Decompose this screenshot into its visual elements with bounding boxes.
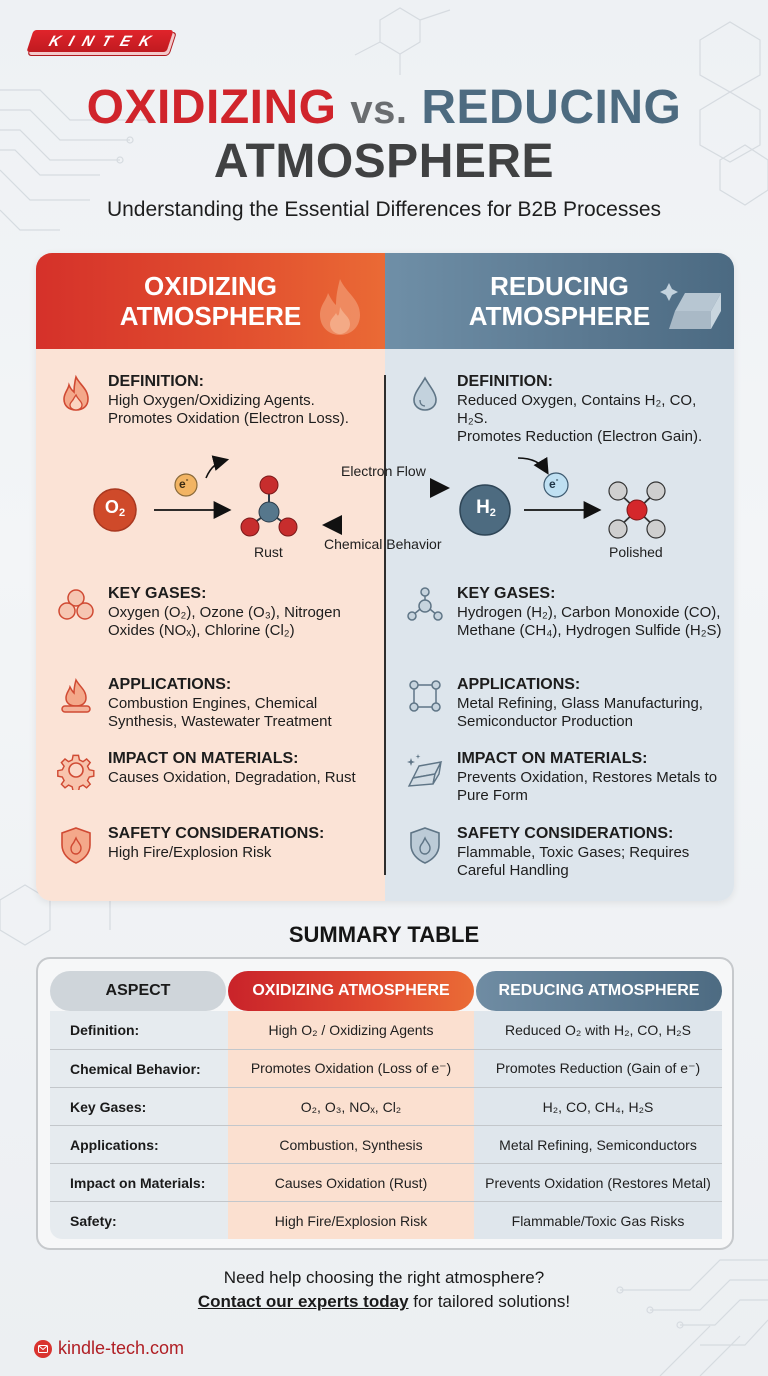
reducing-key-gases	[405, 585, 730, 640]
header-reducing: REDUCING ATMOSPHERE	[476, 971, 722, 1011]
impact-label: IMPACT ON MATERIALS:	[457, 750, 648, 767]
reducing-applications	[405, 676, 730, 731]
electron-badge-reducing: e-	[549, 475, 559, 491]
table-row	[50, 1163, 722, 1201]
chemical-behavior-label: Chemical Behavior	[324, 536, 442, 552]
definition-line: Reduced Oxygen, Contains H₂, CO, H₂S.	[457, 392, 697, 427]
kintek-logo	[26, 30, 173, 52]
summary-table-title: SUMMARY TABLE	[288, 922, 480, 947]
definition-line: Promotes Reduction (Electron Gain).	[457, 428, 703, 445]
website-footer[interactable]	[34, 1338, 184, 1359]
metal-ingot-icon	[655, 275, 725, 335]
safety-text: High Fire/Explosion Risk	[108, 844, 272, 861]
reducing-definition	[405, 373, 730, 446]
row-aspect: Chemical Behavior:	[70, 1060, 201, 1077]
polished-label: Polished	[609, 544, 663, 560]
key-gases-text: Hydrogen (H₂), Carbon Monoxide (CO), Methane (CH₄), Hydrogen Sulfide (H₂S)	[457, 604, 722, 639]
safety-text: Flammable, Toxic Gases; Requires Careful Handling	[457, 844, 690, 879]
row-reducing: Flammable/Toxic Gas Risks	[511, 1212, 685, 1229]
applications-text: Combustion Engines, Chemical Synthesis, Wastewater Treatment	[108, 695, 332, 730]
title-oxidizing: OXIDIZING	[86, 81, 337, 134]
row-reducing: Promotes Reduction (Gain of e⁻)	[495, 1060, 701, 1076]
cta-rest: for tailored solutions!	[408, 1292, 571, 1311]
key-gases-text: Oxygen (O₂), Ozone (O₃), Nitrogen Oxides (NOₓ), Chlorine (Cl₂)	[108, 604, 341, 639]
flame-icon	[56, 373, 96, 413]
impact-label: IMPACT ON MATERIALS:	[108, 750, 299, 767]
table-row	[50, 1201, 722, 1239]
safety-label: SAFETY CONSIDERATIONS:	[457, 825, 674, 842]
ingot-sparkle-icon	[405, 750, 445, 790]
row-oxidizing: High O₂ / Oxidizing Agents	[268, 1022, 434, 1038]
molecule-nodes-icon	[405, 585, 445, 625]
safety-label: SAFETY CONSIDERATIONS:	[108, 825, 325, 842]
definition-label: DEFINITION:	[108, 373, 204, 390]
row-oxidizing: High Fire/Explosion Risk	[274, 1212, 428, 1229]
flame-icon	[312, 277, 368, 337]
title-atmosphere: ATMOSPHERE	[213, 135, 555, 188]
logo-text: KINTEK	[46, 32, 163, 50]
square-nodes-icon	[405, 676, 445, 716]
row-reducing: Reduced O₂ with H₂, CO, H₂S	[505, 1022, 691, 1038]
shield-flame-icon	[405, 825, 445, 865]
h2-label: $H_2$	[476, 497, 496, 519]
gear-flame-icon	[56, 750, 96, 790]
applications-label: APPLICATIONS:	[457, 676, 581, 693]
applications-label: APPLICATIONS:	[108, 676, 232, 693]
row-reducing: H₂, CO, CH₄, H₂S	[542, 1098, 654, 1115]
oxidizing-key-gases	[56, 585, 376, 640]
row-aspect: Applications:	[70, 1136, 159, 1153]
cta-question: Need help choosing the right atmosphere?	[223, 1268, 545, 1287]
o2-label: $O_2$	[104, 497, 126, 519]
table-row	[50, 1087, 722, 1125]
oxidizing-applications	[56, 676, 376, 731]
definition-line: High Oxygen/Oxidizing Agents.	[108, 392, 315, 409]
row-reducing: Metal Refining, Semiconductors	[499, 1136, 697, 1153]
cta-line	[0, 1292, 768, 1312]
row-oxidizing: Combustion, Synthesis	[279, 1136, 423, 1153]
reducing-header	[385, 253, 734, 349]
row-aspect: Key Gases:	[70, 1098, 147, 1115]
oxidizing-definition	[56, 373, 376, 428]
oxidizing-impact	[56, 750, 381, 790]
oxidizing-header	[36, 253, 385, 349]
reducing-column	[385, 253, 734, 901]
reducing-heading-line1: REDUCING	[490, 271, 629, 301]
reducing-heading-line2: ATMOSPHERE	[468, 301, 651, 331]
table-row	[50, 1125, 722, 1163]
definition-label: DEFINITION:	[457, 373, 553, 390]
title-vs: vs.	[350, 88, 408, 132]
reaction-diagram	[36, 440, 734, 570]
campfire-icon	[56, 676, 96, 716]
oxidizing-heading-line1: OXIDIZING	[144, 271, 277, 301]
key-gases-label: KEY GASES:	[457, 585, 556, 602]
row-aspect: Safety:	[70, 1212, 117, 1229]
page-subtitle: Understanding the Essential Differences for B2B Processes	[106, 198, 662, 221]
page-title	[0, 80, 768, 135]
row-reducing: Prevents Oxidation (Restores Metal)	[485, 1174, 711, 1191]
impact-text: Causes Oxidation, Degradation, Rust	[108, 769, 356, 786]
oxidizing-column	[36, 253, 385, 901]
molecule-rings-icon	[56, 585, 96, 625]
website-link[interactable]: kindle-tech.com	[58, 1338, 185, 1358]
row-oxidizing: O₂, O₃, NOₓ, Cl₂	[300, 1098, 402, 1115]
row-aspect: Definition:	[70, 1022, 140, 1038]
table-row	[50, 1011, 722, 1049]
oxidizing-heading-line2: ATMOSPHERE	[119, 301, 302, 331]
electron-badge-oxidizing: e-	[179, 475, 189, 491]
electron-flow-label: Electron Flow	[341, 463, 426, 479]
impact-text: Prevents Oxidation, Restores Metals to Pure Form	[457, 769, 718, 804]
row-oxidizing: Promotes Oxidation (Loss of e⁻)	[250, 1060, 452, 1076]
email-icon	[34, 1340, 52, 1358]
table-row	[50, 1049, 722, 1087]
reducing-safety	[405, 825, 730, 880]
reducing-impact	[405, 750, 730, 805]
applications-text: Metal Refining, Glass Manufacturing, Semiconductor Production	[457, 695, 703, 730]
contact-experts-link[interactable]: Contact our experts today	[197, 1292, 409, 1311]
summary-table	[36, 957, 734, 1250]
title-reducing: REDUCING	[421, 81, 682, 134]
row-aspect: Impact on Materials:	[70, 1174, 206, 1191]
droplet-icon	[405, 373, 445, 413]
comparison-panel	[36, 253, 734, 901]
header-oxidizing: OXIDIZING ATMOSPHERE	[228, 971, 474, 1011]
oxidizing-safety	[56, 825, 376, 865]
row-oxidizing: Causes Oxidation (Rust)	[274, 1174, 428, 1191]
header-aspect: ASPECT	[50, 971, 226, 1011]
rust-label: Rust	[254, 544, 283, 560]
key-gases-label: KEY GASES:	[108, 585, 207, 602]
shield-flame-icon	[56, 825, 96, 865]
definition-line: Promotes Oxidation (Electron Loss).	[108, 410, 349, 427]
